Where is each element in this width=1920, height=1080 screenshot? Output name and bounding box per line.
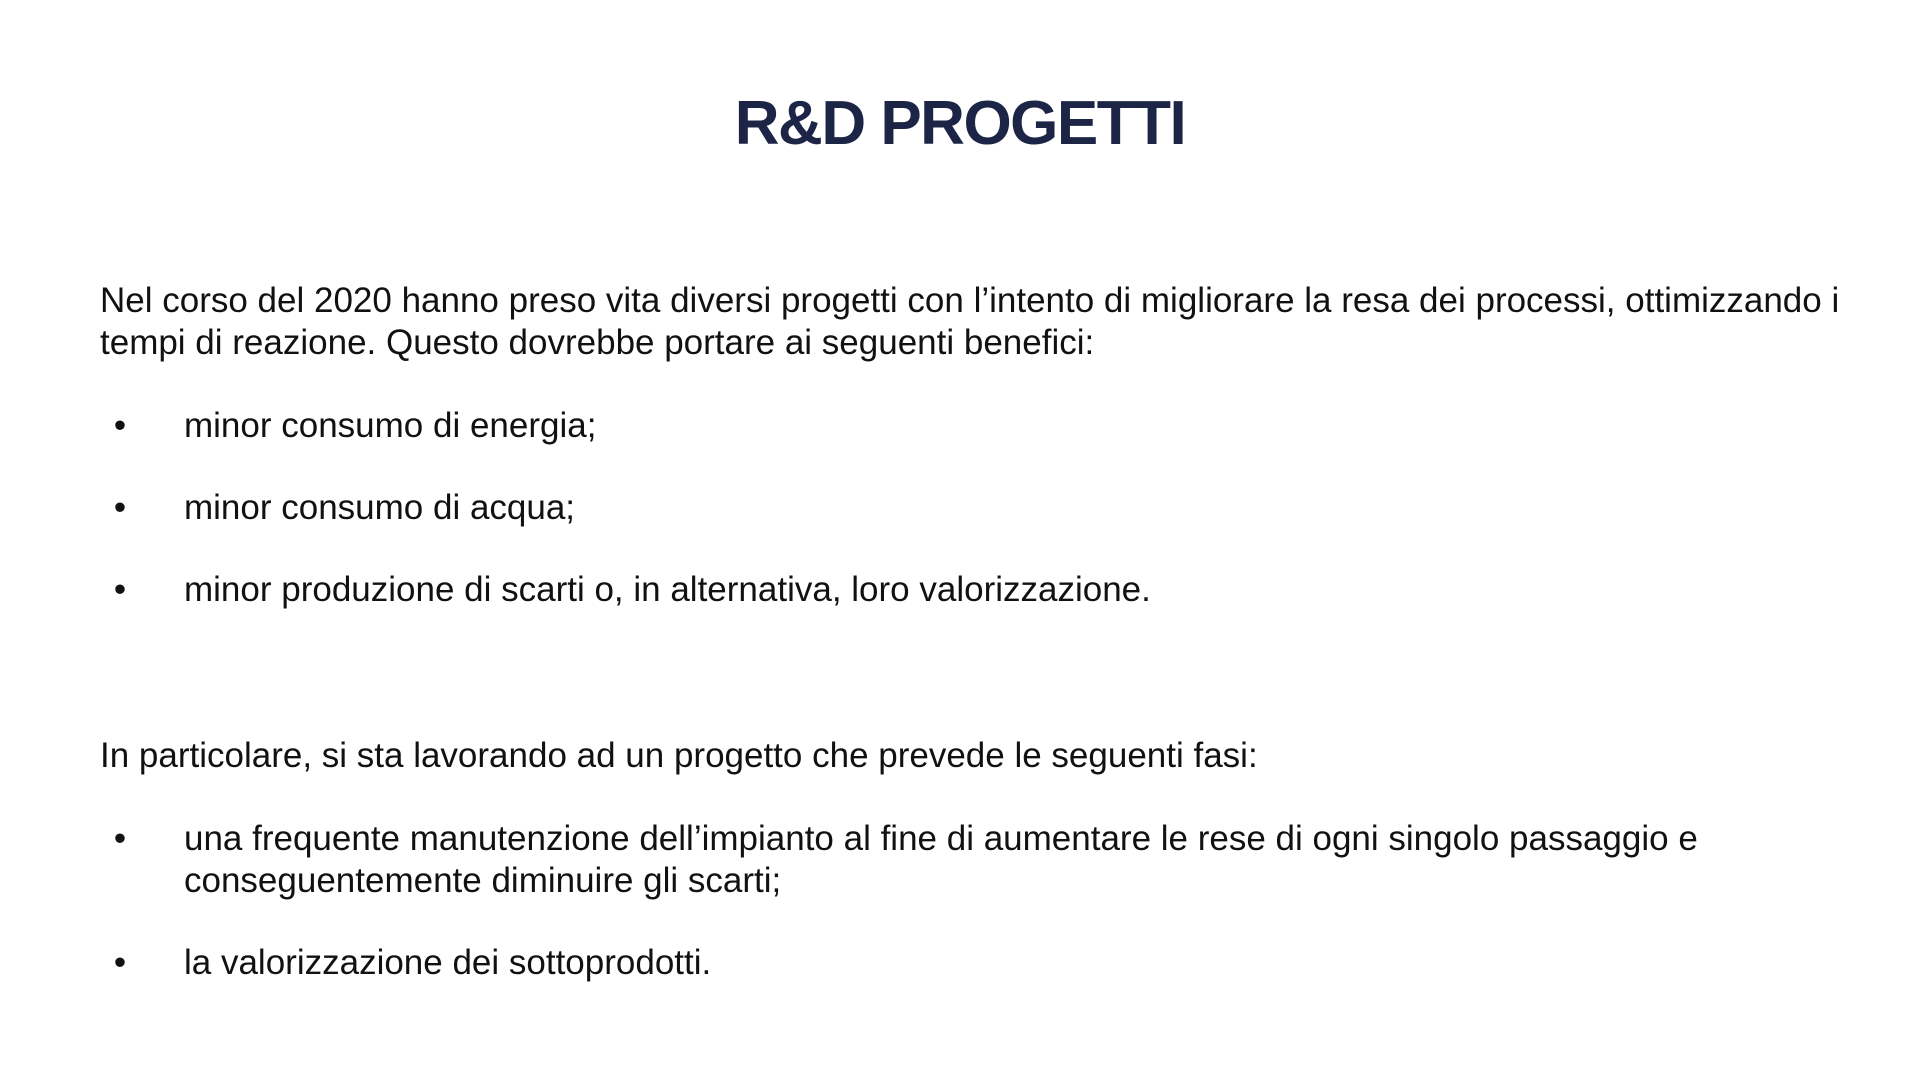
bullet-icon: •: [113, 488, 127, 527]
slide-content: [100, 280, 1860, 984]
phases-list: [100, 818, 1860, 984]
slide-title: R&D PROGETTI: [734, 89, 1186, 158]
list-item-text: la valorizzazione dei sottoprodotti.: [184, 943, 712, 982]
bullet-icon: •: [113, 406, 127, 445]
intro-paragraph: Nel corso del 2020 hanno preso vita diversi progetti con l’intento di migliorare la resa dei processi, ottimizzando i tempi di reazione. Questo dovrebbe portare ai seguenti benefici:: [100, 281, 1840, 362]
list-item: [100, 405, 1860, 447]
list-item: [100, 487, 1860, 529]
list-item-text: minor produzione di scarti o, in alternativa, loro valorizzazione.: [184, 570, 1151, 609]
bullet-icon: •: [113, 570, 127, 609]
list-item: [100, 818, 1860, 902]
bullet-icon: •: [113, 819, 127, 858]
project-paragraph: In particolare, si sta lavorando ad un progetto che prevede le seguenti fasi:: [100, 736, 1258, 775]
list-item-text: minor consumo di acqua;: [184, 488, 576, 527]
list-item: [100, 942, 1860, 984]
benefits-list: [100, 405, 1860, 611]
list-item-text: una frequente manutenzione dell’impianto al fine di aumentare le rese di ogni singolo passaggio e conseguentemente diminuire gli scarti;: [184, 819, 1698, 900]
list-item: [100, 569, 1860, 611]
bullet-icon: •: [113, 943, 127, 982]
list-item-text: minor consumo di energia;: [184, 406, 597, 445]
